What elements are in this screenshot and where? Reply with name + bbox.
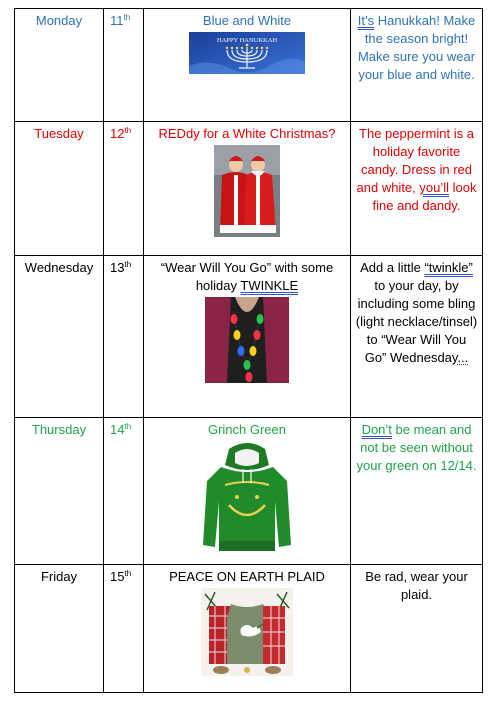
date-suffix: th xyxy=(124,422,132,431)
description-text-end: look fine and dandy. xyxy=(372,180,477,213)
table-row xyxy=(15,256,483,418)
date-cell xyxy=(104,122,144,256)
day-cell xyxy=(15,256,104,418)
description-text: Be rad, wear your plaid. xyxy=(365,569,468,602)
theme-cell xyxy=(144,256,351,418)
date-suffix: th xyxy=(124,569,132,578)
description-text-end: to your day, by including some bling (light necklace/tinsel) to “Wear Will You Go” Wednesday xyxy=(355,278,478,365)
theme-title xyxy=(148,259,346,295)
date-suffix: th xyxy=(124,260,132,269)
description-text: Add a little xyxy=(360,260,425,275)
day-label: Monday xyxy=(35,13,83,28)
theme-cell xyxy=(144,9,351,122)
description-text: Hanukkah! Make the season bright! Make sure you wear your blue and white. xyxy=(357,13,476,82)
spirit-week-table xyxy=(14,8,483,693)
day-label: Wednesday xyxy=(24,260,94,275)
description-cell xyxy=(351,256,483,418)
theme-title: Blue and White xyxy=(202,13,292,28)
plaid-outfit-image xyxy=(201,588,293,676)
date-cell xyxy=(104,9,144,122)
day-cell xyxy=(15,122,104,256)
description-underlined: you’ll xyxy=(419,180,450,195)
table-row xyxy=(15,418,483,565)
description-cell xyxy=(351,9,483,122)
theme-underlined: TWINKLE xyxy=(240,278,299,293)
date-cell xyxy=(104,418,144,565)
description-cell xyxy=(351,565,483,693)
day-label: Tuesday xyxy=(34,126,84,141)
date-number: 14 xyxy=(110,422,125,437)
description-underlined: Don’t xyxy=(361,422,392,437)
date-number: 11 xyxy=(110,13,124,28)
date-cell xyxy=(104,256,144,418)
theme-title: REDdy for a White Christmas? xyxy=(158,126,336,141)
description-text: be mean and not be seen without your green on 12/14. xyxy=(356,422,477,473)
theme-title: Grinch Green xyxy=(207,422,287,437)
theme-text: “Wear Will You Go” with some holiday xyxy=(160,260,334,293)
table-row xyxy=(15,565,483,693)
theme-cell xyxy=(144,565,351,693)
day-cell xyxy=(15,418,104,565)
description-ellipsis: ... xyxy=(457,350,469,365)
theme-cell xyxy=(144,122,351,256)
date-suffix: th xyxy=(123,13,131,22)
light-necklace-image xyxy=(205,297,289,383)
menorah-image xyxy=(189,32,305,74)
theme-title: PEACE ON EARTH PLAID xyxy=(169,569,325,584)
description-underlined: “twinkle” xyxy=(424,260,473,275)
description-text: The peppermint is a holiday favorite candy. Dress in red and white, xyxy=(356,126,474,195)
description-cell xyxy=(351,122,483,256)
day-label: Friday xyxy=(40,569,78,584)
santa-couple-image xyxy=(214,145,280,237)
day-label: Thursday xyxy=(31,422,87,437)
table-row xyxy=(15,9,483,122)
description-cell xyxy=(351,418,483,565)
theme-cell xyxy=(144,418,351,565)
day-cell xyxy=(15,9,104,122)
day-cell xyxy=(15,565,104,693)
grinch-hoodie-image xyxy=(199,441,295,557)
date-cell xyxy=(104,565,144,693)
hanukkah-caption: HAPPY HANUKKAH xyxy=(216,37,278,44)
date-number: 13 xyxy=(110,260,125,275)
date-suffix: th xyxy=(124,126,132,135)
date-number: 12 xyxy=(110,126,125,141)
table-row xyxy=(15,122,483,256)
description-underlined: It’s xyxy=(357,13,375,28)
date-number: 15 xyxy=(110,569,125,584)
